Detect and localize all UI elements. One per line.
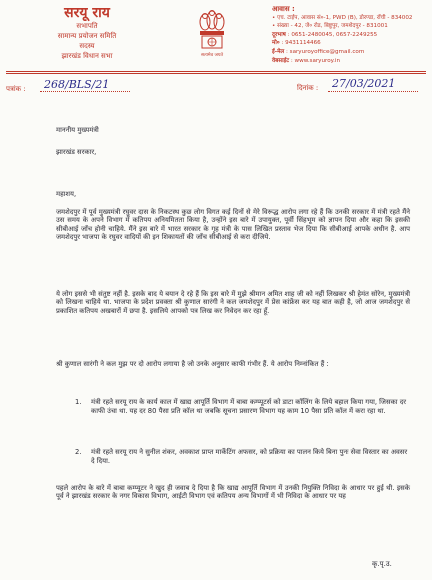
continued-overleaf: कृ.पृ.उ. <box>372 560 392 568</box>
date-value: 27/03/2021 <box>332 77 396 90</box>
body-paragraph-1: जमशेदपुर में पूर्व मुख्यमंत्री रघुवर दास के निकटस्थ कुछ लोग विगत कई दिनों से मेरे विरूद्ध आरोप लगा रहे हैं कि उनकी सरकार में मंत्री रहते मैंने उस समय के अपने विभाग में कतिपय अनियमितता किया है, उन्होंने इस बारे में उपायुक्त, पूर्वी सिंहभूम को ज्ञापन दिया और कहा कि इसकी सीबीआई जाँच होनी चाहिये. मैंने इस बारे में भारत सरकार के गृह मंत्री के पास लिखित प्रस्ताव भेज दिया कि सीबीआई आपके अधीन है. आप जमशेदपुर भाजपा के रघुवर वादियों की इन शिकायतों की जाँच सीबीआई से करा दीजिये. <box>56 208 410 241</box>
salutation: महाशय, <box>56 190 77 198</box>
phone-label: दूरभाष <box>272 31 286 38</box>
letterhead-divider-2 <box>6 73 426 74</box>
address-heading: आवास : <box>272 5 295 13</box>
letterhead-divider <box>6 71 426 72</box>
phone-row <box>272 31 428 40</box>
reference-underline <box>40 91 130 92</box>
email-label: ई-मेल <box>272 48 285 55</box>
sender-member: सदस्य <box>79 42 95 50</box>
website-value: : www.saryuroy.in <box>290 57 341 64</box>
sender-assembly: झारखंड विधान सभा <box>61 52 113 60</box>
body-paragraph-4: पहले आरोप के बारे में बाबा कम्प्यूटर ने खुद ही जवाब दे दिया है कि खाद्य आपूर्ति विभाग में उनकी नियुक्ति निविदा के आधार पर हुई थी. इसके पूर्व ने झारखंड सरकार के नगर विकास विभाग, आईटी विभाग एवं कतिपय अन्य विभागों में भी निविदा के आधार पर यह <box>56 484 410 501</box>
website-label: वेबसाईट <box>272 57 290 64</box>
emblem-motto: सत्यमेव जयते <box>200 53 224 58</box>
recipient-government: झारखंड सरकार, <box>56 148 97 156</box>
email-value: : saryuroyoffice@gmail.com <box>286 48 365 55</box>
sender-committee: सामान्य प्रयोजन समिति <box>57 32 117 40</box>
sender-designation: सभापति <box>76 22 98 30</box>
body-paragraph-2: ये लोग इससे भी संतुष्ट नहीं है. इसके बाद ये बयान दे रहे हैं कि इस बारे में मुझे श्रीमान अमित शाह जी को नहीं लिखकर श्री हेमंत सोरेन, मुख्यमंत्री को लिखना चाहिये था. भाजपा के प्रदेश प्रवक्ता श्री कुणाल सारंगी ने कल जमशेदपुर में प्रेस कांफ्रेंस कर यह बात कही है, जो आज जमशेदपुर से प्रकाशित कतिपय अखबारों में छपा है. इसलिये आपको पत्र लिख कर निवेदन कर रहा हूँ. <box>56 290 410 315</box>
reference-label: पत्रांक : <box>6 85 26 93</box>
date-label: दिनांक : <box>297 84 319 92</box>
allegation-1-text: मंत्री रहते सरयू राय के कार्य काल में खाद्य आपूर्ति विभाग में बाबा कम्प्यूटर्स को डाटा कॉलिंग के लिये बहाल किया गया, जिसका दर काफी उंचा था. यह दर 80 पैसा प्रति कॉल था जबकि सूचना प्रसारण विभाग यह काम 10 पैसा प्रति कॉल में करा रहा था. <box>91 398 407 415</box>
state-emblem-icon <box>192 8 232 63</box>
phone-value: : 0651-2480045, 0657-2249255 <box>287 31 378 38</box>
mobile-row <box>272 39 428 48</box>
address-jamshedpur: • संख्या - 42, जे० रोड, बिष्टुपुर, जमशेदपुर - 831001 <box>272 23 388 30</box>
allegation-2-number: 2. <box>75 448 82 456</box>
date-underline <box>328 91 418 92</box>
sender-name: सरयू राय <box>64 5 110 21</box>
mobile-value: : 9431114466 <box>281 40 321 47</box>
website-row <box>272 57 428 66</box>
letterhead-sender <box>22 5 152 61</box>
reference-number: 268/BLS/21 <box>44 78 110 91</box>
body-paragraph-3: श्री कुणाल सारंगी ने कल मुझ पर दो आरोप लगाया है जो उनके अनुसार काफी गंभीर हैं. ये आरोप निम्नांकित हैं : <box>56 360 329 368</box>
mobile-label: मो० <box>272 40 280 47</box>
letterhead-address <box>272 5 428 65</box>
recipient-title: माननीय मुख्यमंत्री <box>56 126 99 134</box>
address-ranchi: • एच. टाईप, आवास सं०-1, PWD (B), डोरण्डा, राँची - 834002 <box>272 14 413 21</box>
allegation-2-text: मंत्री रहते सरयू राय ने सुनील शंकर, अवकाश प्राप्त मार्केटिंग अफसर, को प्रक्रिया का पालन किये बिना पुनः सेवा विस्तार का अवसर दे दिया. <box>91 448 408 465</box>
allegation-1-number: 1. <box>75 398 82 406</box>
email-row <box>272 48 428 57</box>
